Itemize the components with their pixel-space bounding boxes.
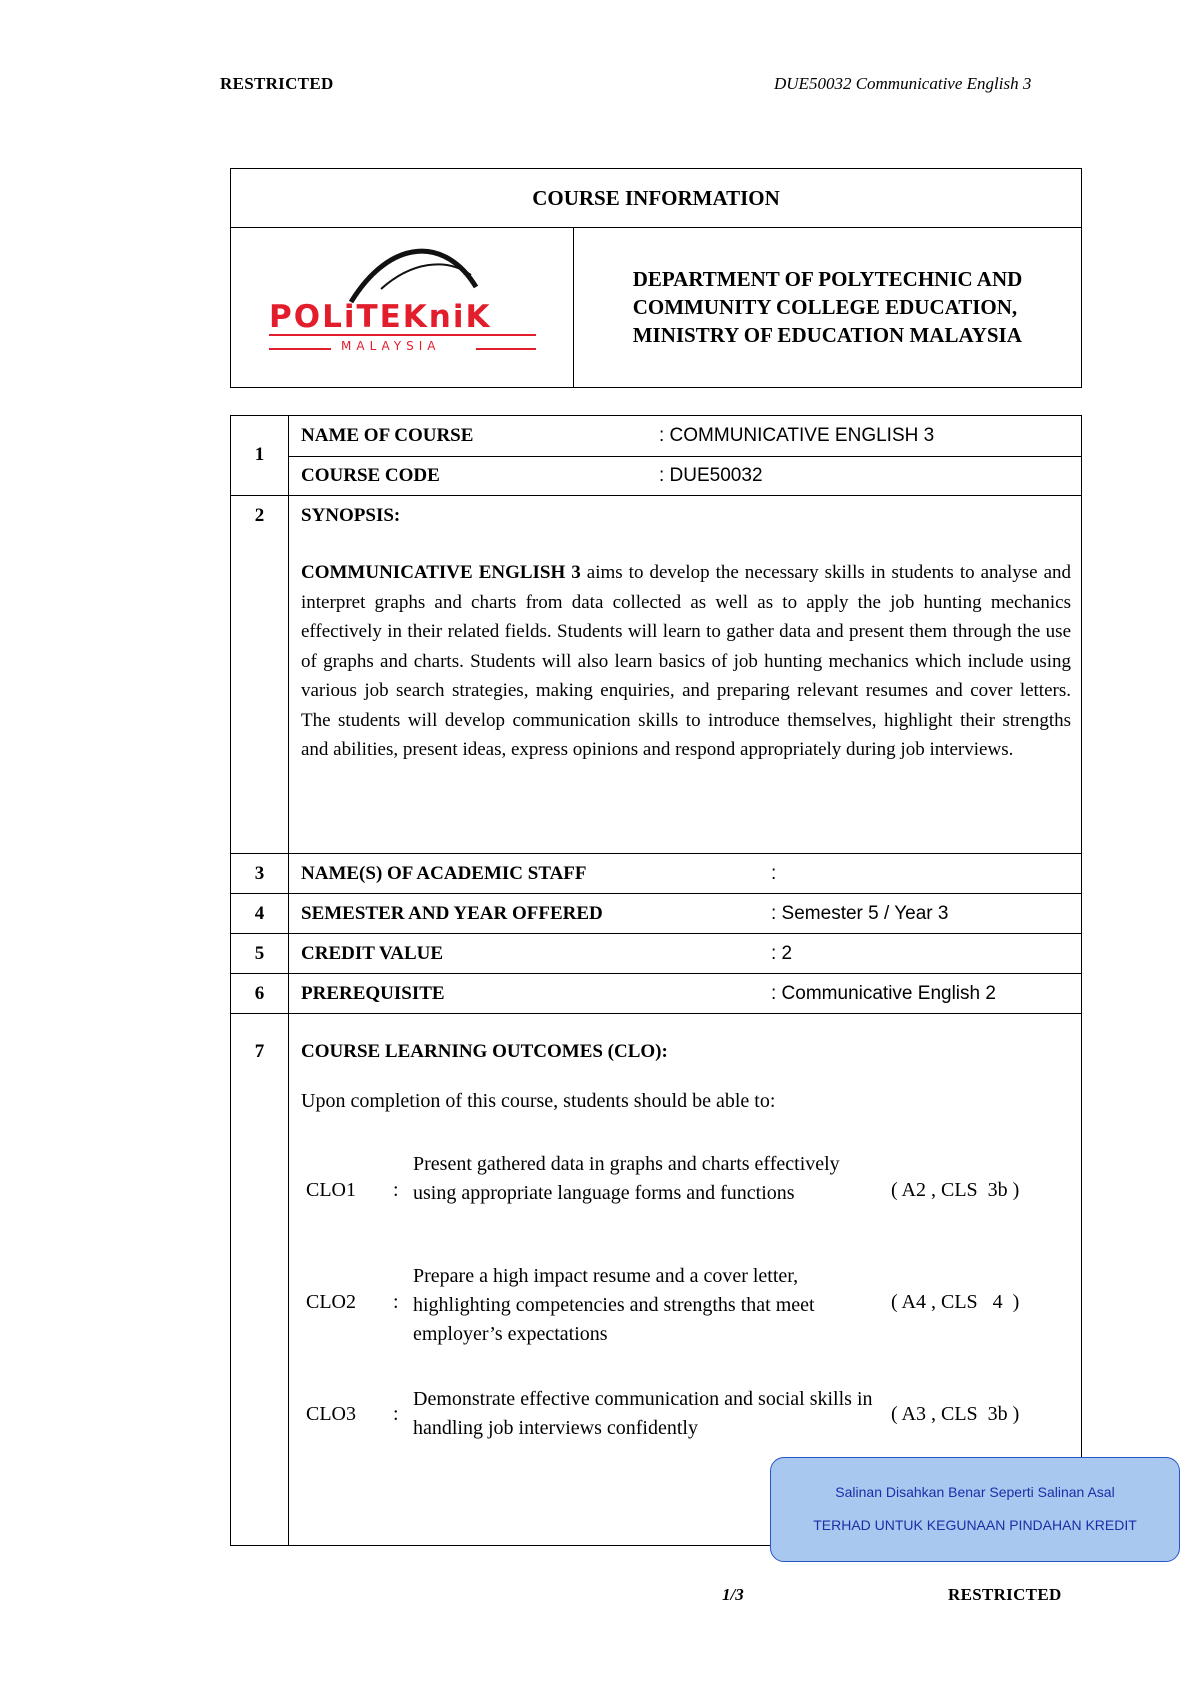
prerequisite-value: : Communicative English 2	[771, 983, 996, 1004]
clo-domain-tag: ( A2 , CLS 3b )	[891, 1179, 1020, 1201]
row-number: 7	[254, 1041, 265, 1062]
credit-value-value: : 2	[771, 943, 793, 964]
synopsis-course-name: COMMUNICATIVE ENGLISH 3	[301, 562, 581, 583]
semester-value: : Semester 5 / Year 3	[771, 903, 949, 924]
department-line: MINISTRY OF EDUCATION MALAYSIA	[632, 323, 1022, 347]
department-cell	[574, 227, 1081, 387]
department-line: DEPARTMENT OF POLYTECHNIC AND	[632, 267, 1023, 291]
stamp-line-certified: Salinan Disahkan Benar Seperti Salinan Asal	[835, 1484, 1115, 1500]
clo-colon: :	[393, 1179, 399, 1201]
course-code-label: COURSE CODE	[301, 465, 440, 486]
row-divider	[231, 933, 1081, 934]
clo-label: COURSE LEARNING OUTCOMES (CLO):	[301, 1041, 668, 1062]
synopsis-body: aims to develop the necessary skills in students to analyse and interpret graphs and charts from data collected as well as to apply the job hunting mechanics effectively in their related fields. Students will learn to gather data and present them through the use of graphs and charts. Students will also learn basics of job hunting mechanics which include using various job search strategies, making enquiries, and preparing relevant resumes and cover letters. The students will develop communication skills to introduce themselves, highlight their strengths and abilities, present ideas, express opinions and respond appropriately during job interviews.	[301, 562, 1072, 760]
credit-value-label: CREDIT VALUE	[301, 943, 444, 964]
course-info-title: COURSE INFORMATION	[231, 169, 1081, 228]
logo-wordmark: POLiTEKniK	[269, 299, 492, 335]
course-name-value: : COMMUNICATIVE ENGLISH 3	[659, 425, 935, 446]
clo-intro: Upon completion of this course, students should be able to:	[301, 1090, 776, 1112]
course-info-box	[230, 168, 1082, 388]
department-line: COMMUNITY COLLEGE EDUCATION,	[632, 295, 1018, 319]
academic-staff-label: NAME(S) OF ACADEMIC STAFF	[301, 863, 587, 884]
clo-colon: :	[393, 1403, 399, 1425]
clo-code: CLO3	[306, 1403, 356, 1425]
row-divider	[231, 973, 1081, 974]
clo-colon: :	[393, 1291, 399, 1313]
header-course-title: DUE50032 Communicative English 3	[774, 74, 1032, 93]
politeknik-logo	[231, 227, 574, 387]
synopsis-label: SYNOPSIS:	[301, 505, 401, 526]
logo-subtext: MALAYSIA	[341, 339, 441, 353]
row-number: 5	[254, 943, 265, 964]
academic-staff-value: :	[771, 863, 777, 884]
row-divider	[288, 456, 1081, 457]
synopsis-text	[301, 558, 1071, 765]
semester-label: SEMESTER AND YEAR OFFERED	[301, 903, 603, 924]
clo-description: Present gathered data in graphs and charts effectively using appropriate language forms and functions	[413, 1153, 840, 1204]
clo-description: Demonstrate effective communication and social skills in handling job interviews confidently	[413, 1388, 873, 1439]
clo-domain-tag: ( A3 , CLS 3b )	[891, 1403, 1020, 1425]
certification-stamp	[770, 1457, 1180, 1562]
row-divider	[231, 495, 1081, 496]
stamp-line-restricted: TERHAD UNTUK KEGUNAAN PINDAHAN KREDIT	[813, 1517, 1137, 1533]
row-divider	[231, 1013, 1081, 1014]
page-number: 1/3	[722, 1585, 744, 1604]
row-number: 1	[254, 444, 265, 465]
column-divider	[288, 416, 289, 1545]
row-number: 2	[254, 505, 265, 526]
clo-code: CLO2	[306, 1291, 356, 1313]
row-divider	[231, 893, 1081, 894]
course-name-label: NAME OF COURSE	[301, 425, 474, 446]
clo-code: CLO1	[306, 1179, 356, 1201]
row-number: 4	[254, 903, 265, 924]
prerequisite-label: PREREQUISITE	[301, 983, 445, 1004]
header-restricted: RESTRICTED	[220, 74, 334, 93]
course-details-table	[230, 415, 1082, 1546]
course-code-value: : DUE50032	[659, 465, 763, 486]
clo-description: Prepare a high impact resume and a cover letter, highlighting competencies and strengths that meet employer’s expectations	[413, 1265, 815, 1345]
row-number: 6	[254, 983, 265, 1004]
clo-domain-tag: ( A4 , CLS 4 )	[891, 1291, 1020, 1313]
footer-restricted: RESTRICTED	[948, 1585, 1062, 1604]
row-number: 3	[254, 863, 265, 884]
row-divider	[231, 853, 1081, 854]
